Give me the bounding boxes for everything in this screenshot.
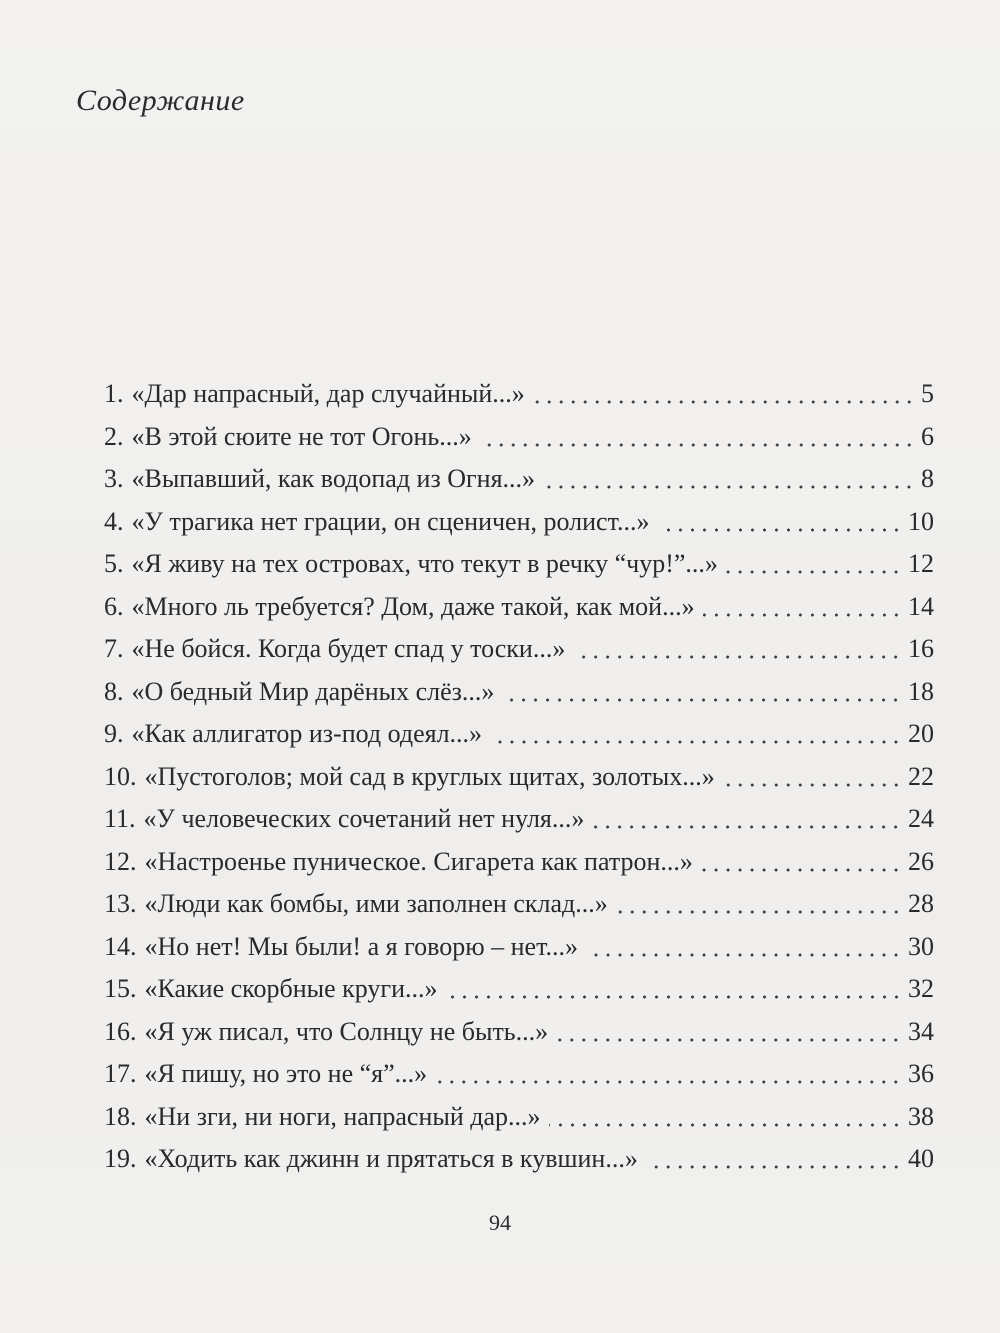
toc-entry	[104, 1053, 934, 1096]
dot-leader	[726, 570, 902, 574]
entry-title: «В этой сюите не тот Огонь...»	[131, 421, 472, 451]
entry-page-number: 14	[908, 591, 934, 621]
entry-number: 5.	[104, 549, 124, 578]
toc-entry	[104, 926, 934, 969]
entry-number: 7.	[104, 634, 124, 663]
entry-page-number: 34	[908, 1016, 934, 1046]
entry-page-number: 26	[908, 846, 934, 876]
dot-leader	[658, 528, 902, 532]
dot-leader	[723, 783, 902, 787]
dot-leader	[646, 1165, 902, 1169]
toc-entry	[104, 968, 934, 1011]
dot-leader	[533, 400, 915, 404]
entry-number: 11.	[104, 804, 136, 833]
entry-title: «О бедный Мир дарёных слёз...»	[131, 676, 495, 706]
entry-number: 17.	[104, 1059, 137, 1088]
entry-title: «Я живу на тех островах, что текут в речку “чур!”...»	[131, 549, 718, 578]
entry-number: 12.	[104, 846, 137, 876]
entry-title: «Ни зги, ни ноги, напрасный дар...»	[144, 1101, 541, 1131]
entry-page-number: 18	[908, 676, 934, 706]
entry-number: 16.	[104, 1016, 137, 1046]
entry-number: 15.	[104, 974, 137, 1003]
entry-number: 14.	[104, 931, 137, 961]
dot-leader	[446, 995, 903, 999]
dot-leader	[480, 443, 915, 447]
entry-number: 1.	[104, 379, 124, 408]
dot-leader	[502, 698, 902, 702]
entry-page-number: 12	[908, 549, 934, 578]
entry-page-number: 30	[908, 931, 934, 961]
toc-entry	[104, 1011, 934, 1054]
entry-number: 8.	[104, 676, 124, 706]
entry-number: 18.	[104, 1101, 137, 1131]
entry-page-number: 40	[908, 1144, 934, 1173]
entry-title: «Не бойся. Когда будет спад у тоски...»	[131, 634, 566, 663]
entry-page-number: 24	[908, 804, 934, 833]
entry-title: «У трагика нет грации, он сценичен, ролист...»	[131, 506, 650, 536]
entry-number: 4.	[104, 506, 124, 536]
entry-title: «Выпавший, как водопад из Огня...»	[131, 464, 536, 493]
toc-entry	[104, 798, 934, 841]
dot-leader	[543, 485, 915, 489]
entry-title: «Настроенье пуническое. Сигарета как патрон...»	[144, 846, 693, 876]
dot-leader	[573, 655, 902, 659]
dot-leader	[701, 868, 902, 872]
toc-entry	[104, 373, 934, 416]
entry-title: «Какие скорбные круги...»	[144, 974, 438, 1003]
entry-page-number: 5	[921, 379, 934, 408]
dot-leader	[586, 953, 902, 957]
toc-entry	[104, 756, 934, 799]
entry-page-number: 6	[921, 421, 934, 451]
toc-entry	[104, 458, 934, 501]
entry-title: «Дар напрасный, дар случайный...»	[131, 379, 525, 408]
toc-entry	[104, 883, 934, 926]
toc-entry	[104, 1096, 934, 1139]
entry-number: 3.	[104, 464, 124, 493]
entry-page-number: 16	[908, 634, 934, 663]
entry-page-number: 38	[908, 1101, 934, 1131]
dot-leader	[703, 613, 902, 617]
dot-leader	[549, 1123, 902, 1127]
entry-page-number: 32	[908, 974, 934, 1003]
page-number: 94	[489, 1210, 511, 1235]
entry-page-number: 8	[921, 464, 934, 493]
table-of-contents	[104, 373, 934, 1181]
entry-number: 2.	[104, 421, 124, 451]
entry-title: «Но нет! Мы были! а я говорю – нет...»	[144, 931, 578, 961]
entry-page-number: 28	[908, 889, 934, 918]
entry-page-number: 22	[908, 761, 934, 791]
entry-title: «Ходить как джинн и прятаться в кувшин...»	[144, 1144, 638, 1173]
entry-number: 10.	[104, 761, 137, 791]
page-title: Содержание	[76, 84, 245, 117]
toc-entry	[104, 713, 934, 756]
entry-title: «Я уж писал, что Солнцу не быть...»	[144, 1016, 549, 1046]
entry-title: «Пустоголов; мой сад в круглых щитах, золотых...»	[144, 761, 715, 791]
dot-leader	[435, 1080, 902, 1084]
dot-leader	[592, 825, 902, 829]
entry-number: 6.	[104, 591, 124, 621]
entry-title: «Как аллигатор из-под одеял...»	[131, 719, 483, 748]
entry-page-number: 10	[908, 506, 934, 536]
entry-page-number: 36	[908, 1059, 934, 1088]
toc-entry	[104, 841, 934, 884]
entry-page-number: 20	[908, 719, 934, 748]
dot-leader	[616, 910, 902, 914]
toc-entry	[104, 416, 934, 459]
dot-leader	[556, 1038, 902, 1042]
entry-title: «У человеческих сочетаний нет нуля...»	[143, 804, 585, 833]
entry-number: 9.	[104, 719, 124, 748]
toc-entry	[104, 1138, 934, 1181]
entry-title: «Люди как бомбы, ими заполнен склад...»	[144, 889, 608, 918]
entry-title: «Я пишу, но это не “я”...»	[144, 1059, 428, 1088]
toc-entry	[104, 543, 934, 586]
toc-entry	[104, 586, 934, 629]
toc-entry	[104, 628, 934, 671]
toc-entry	[104, 671, 934, 714]
toc-entry	[104, 501, 934, 544]
entry-title: «Много ль требуется? Дом, даже такой, как мой...»	[131, 591, 695, 621]
entry-number: 19.	[104, 1144, 137, 1173]
entry-number: 13.	[104, 889, 137, 918]
dot-leader	[490, 740, 902, 744]
